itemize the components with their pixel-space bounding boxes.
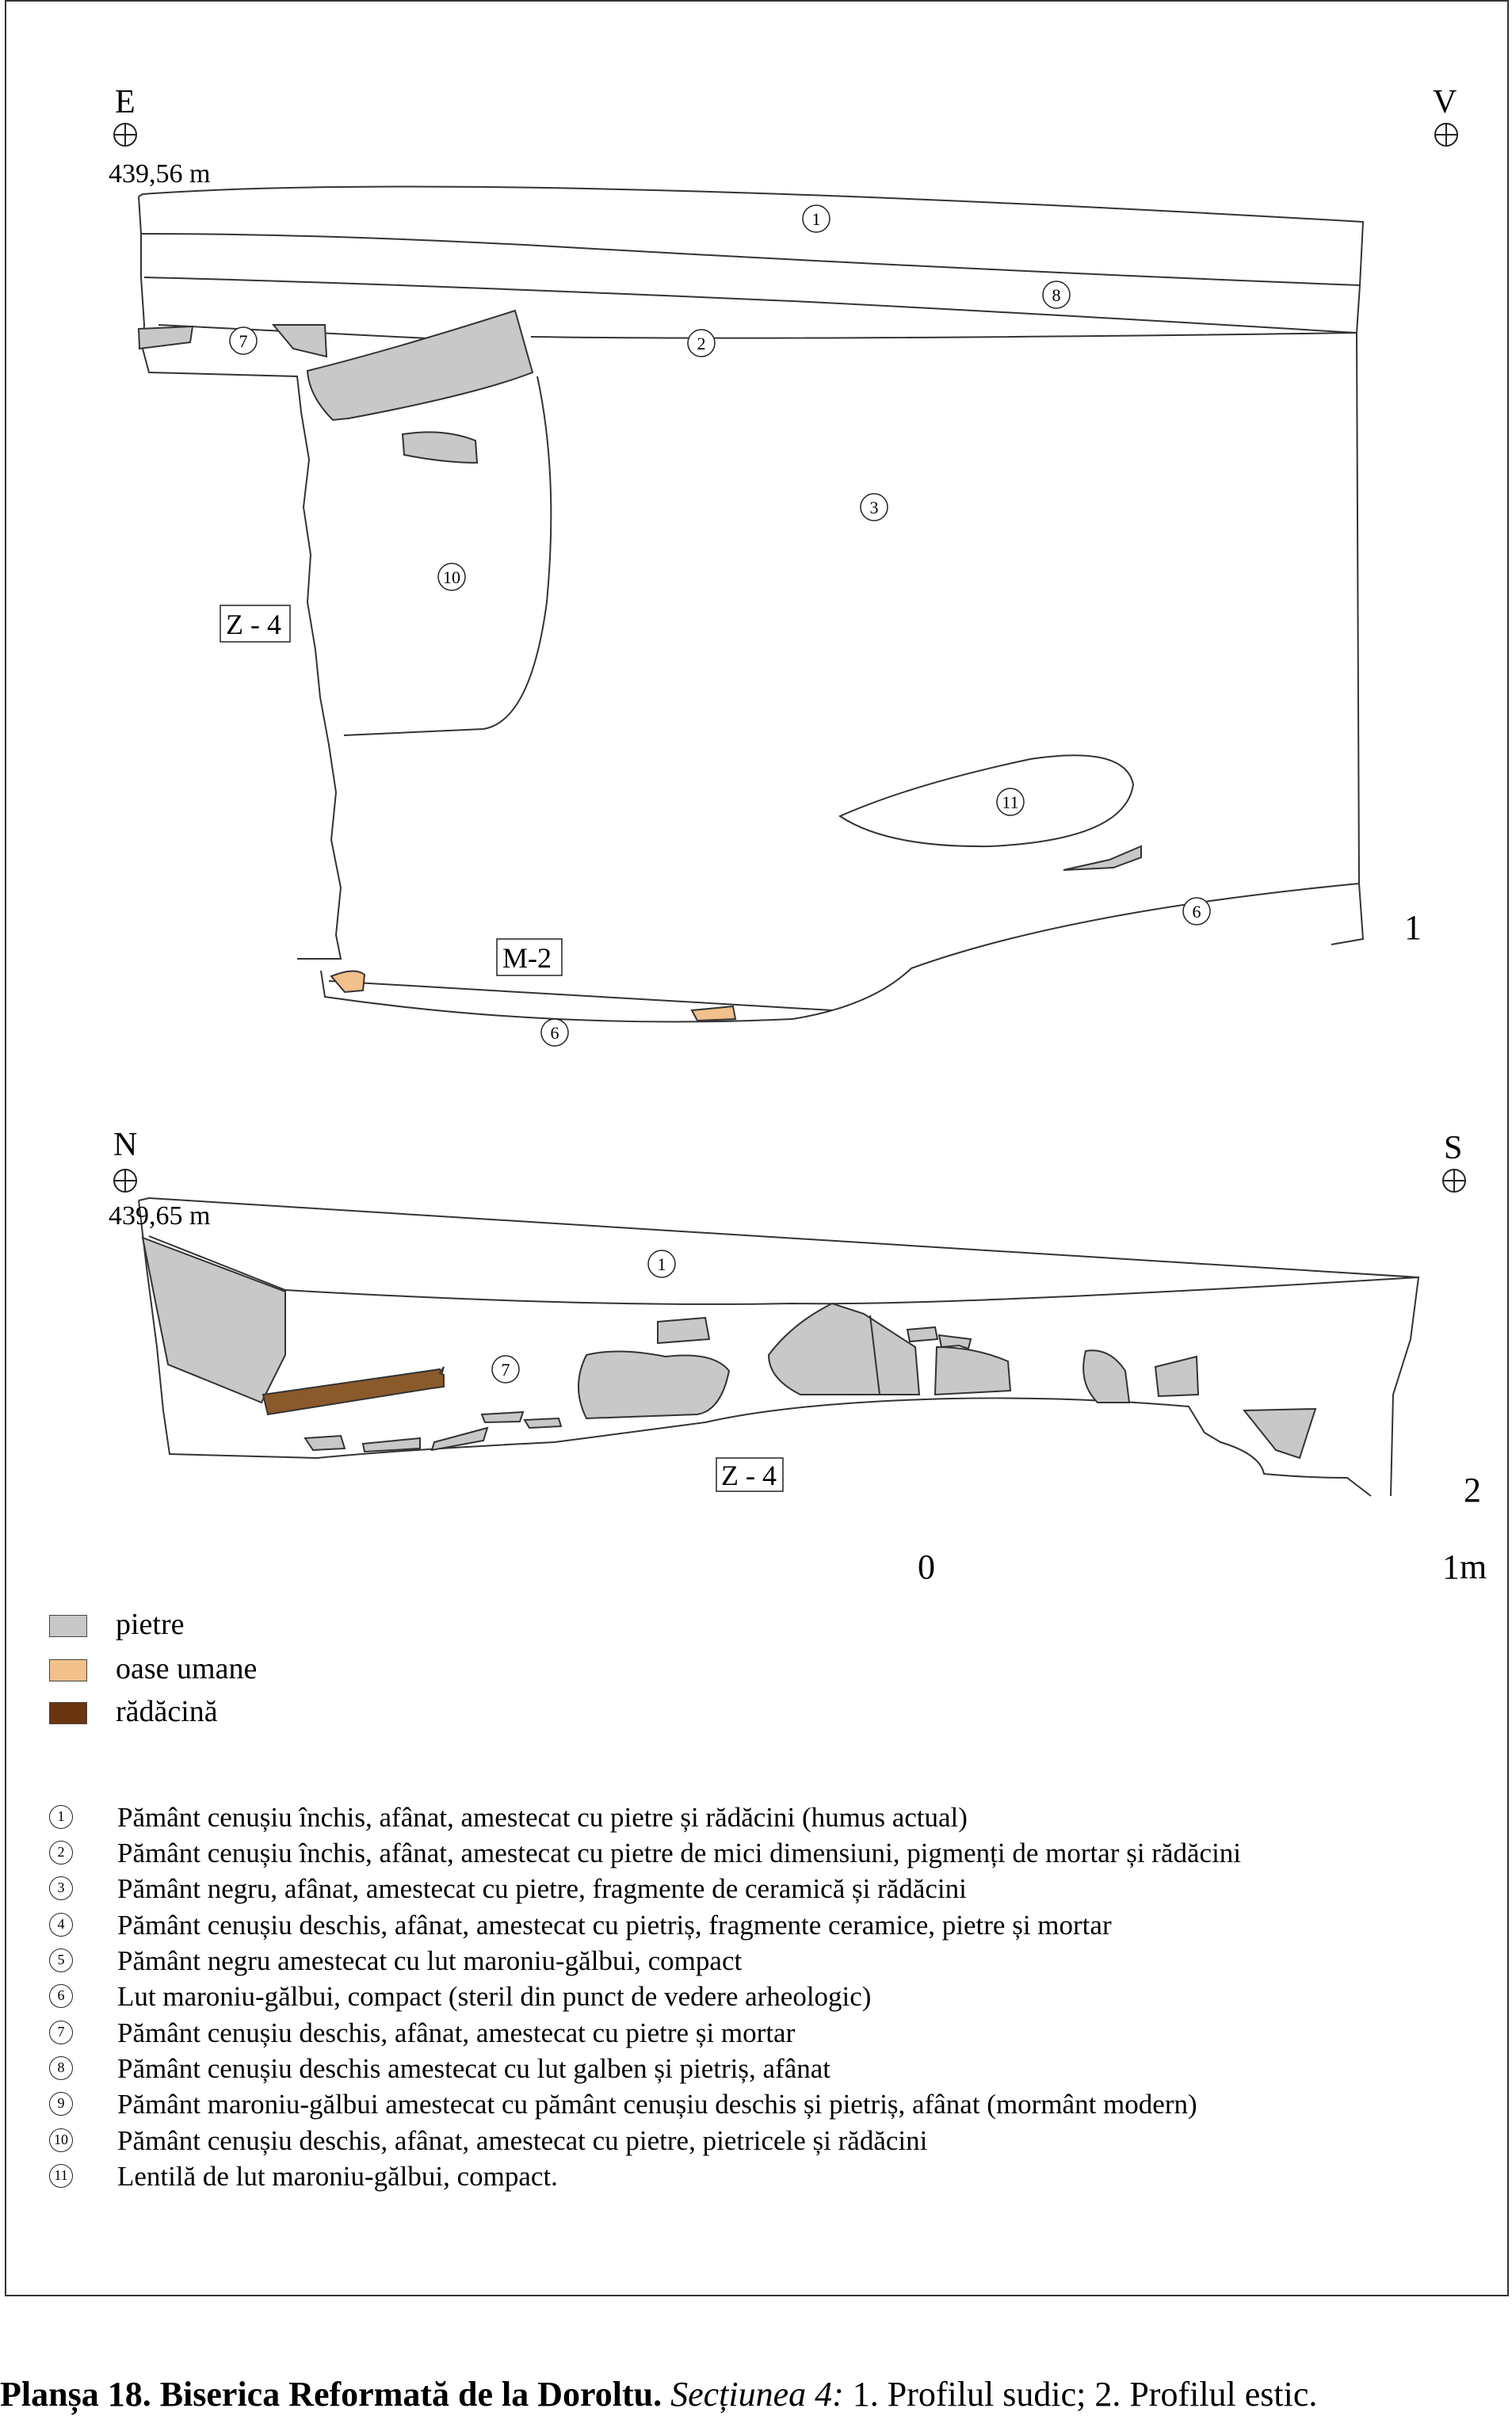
- root-swatch: [49, 1702, 87, 1724]
- p1-zone-label: Z - 4: [226, 609, 281, 640]
- p1-mark-2: 2: [697, 334, 706, 353]
- layer-number: 10: [49, 2128, 73, 2152]
- p2-mark-7: 7: [501, 1360, 510, 1380]
- layer-number: 5: [49, 1948, 73, 1972]
- scale-end: 1m: [1442, 1548, 1487, 1585]
- p2-dir-left: N: [113, 1127, 138, 1163]
- p1-mark-10: 10: [443, 567, 460, 587]
- layer-number: 11: [49, 2164, 73, 2188]
- p1-mark-7: 7: [239, 331, 248, 351]
- profile-1-number: 1: [1404, 908, 1422, 947]
- layer-text: Pământ cenușiu deschis, afânat, amestecat cu pietre și mortar: [117, 2017, 796, 2048]
- p2-mark-1: 1: [657, 1254, 666, 1274]
- profile-1-bones: [331, 971, 735, 1021]
- layer-text: Lentilă de lut maroniu-gălbui, compact.: [117, 2161, 558, 2192]
- profile-2-root: [263, 1367, 444, 1414]
- layer-number: 1: [49, 1805, 73, 1829]
- layer-number: 9: [49, 2092, 73, 2116]
- layer-text: Pământ cenușiu deschis, afânat, amestecat cu pietriș, fragmente ceramice, pietre și mortar: [117, 1910, 1112, 1941]
- p1-mark-8: 8: [1052, 285, 1061, 305]
- p1-mark-6b: 6: [550, 1023, 559, 1043]
- plate-caption: [0, 2374, 1512, 2414]
- profile-2-number: 2: [1464, 1471, 1481, 1510]
- bone-swatch: [49, 1659, 87, 1681]
- p1-grave-label: M-2: [502, 942, 552, 974]
- layer-number: 4: [49, 1913, 73, 1937]
- p1-mark-1: 1: [811, 209, 821, 229]
- layer-text: Pământ negru, afânat, amestecat cu pietre, fragmente de ceramică și rădăcini: [117, 1873, 967, 1904]
- p2-zone-label: Z - 4: [721, 1460, 777, 1491]
- caption-profiles: 1. Profilul sudic; 2. Profilul estic.: [852, 2375, 1318, 2414]
- layer-text: Lut maroniu-gălbui, compact (steril din punct de vedere arheologic): [117, 1981, 872, 2012]
- legend-bones-label: oase umane: [116, 1652, 258, 1685]
- legend-root-label: rădăcină: [116, 1695, 218, 1728]
- p1-dir-right: V: [1433, 84, 1457, 120]
- layer-number: 7: [49, 2021, 73, 2044]
- layer-text: Pământ cenușiu deschis amestecat cu lut galben și pietriș, afânat: [117, 2053, 830, 2084]
- p1-dir-left: E: [115, 84, 136, 120]
- caption-section: Secțiunea 4:: [670, 2375, 844, 2414]
- layer-text: Pământ cenușiu închis, afânat, amestecat cu pietre și rădăcini (humus actual): [117, 1802, 968, 1833]
- p2-elevation: 439,65 m: [109, 1201, 211, 1231]
- p1-layer-marks: [230, 205, 1210, 1046]
- caption-title: Planșa 18. Biserica Reformată de la Doroltu.: [0, 2375, 662, 2414]
- profile-1-outline: [139, 187, 1363, 1022]
- p1-elevation: 439,56 m: [109, 159, 211, 189]
- layer-text: Pământ cenușiu deschis, afânat, amestecat cu pietre, pietricele și rădăcini: [117, 2125, 928, 2156]
- layer-number: 2: [49, 1841, 73, 1864]
- scale-start: 0: [918, 1548, 935, 1585]
- legend-stones-label: pietre: [116, 1608, 185, 1641]
- layer-number: 8: [49, 2056, 73, 2080]
- layer-text: Pământ negru amestecat cu lut maroniu-gălbui, compact: [117, 1945, 743, 1976]
- layer-text: Pământ maroniu-gălbui amestecat cu pământ cenușiu deschis și pietriș, afânat (mormânt modern): [117, 2089, 1197, 2120]
- p1-mark-6a: 6: [1192, 902, 1201, 922]
- layer-number: 3: [49, 1876, 73, 1900]
- profile-1-stones: [139, 311, 1141, 870]
- profile-2-stones: [143, 1238, 1315, 1458]
- p1-mark-3: 3: [869, 498, 879, 517]
- p2-dir-right: S: [1444, 1130, 1463, 1166]
- layer-number: 6: [49, 1984, 73, 2008]
- p1-mark-11: 11: [1002, 792, 1019, 812]
- layer-text: Pământ cenușiu închis, afânat, amestecat cu pietre de mici dimensiuni, pigmenți de mortar și rădăcini: [117, 1838, 1242, 1868]
- stone-swatch: [49, 1615, 87, 1637]
